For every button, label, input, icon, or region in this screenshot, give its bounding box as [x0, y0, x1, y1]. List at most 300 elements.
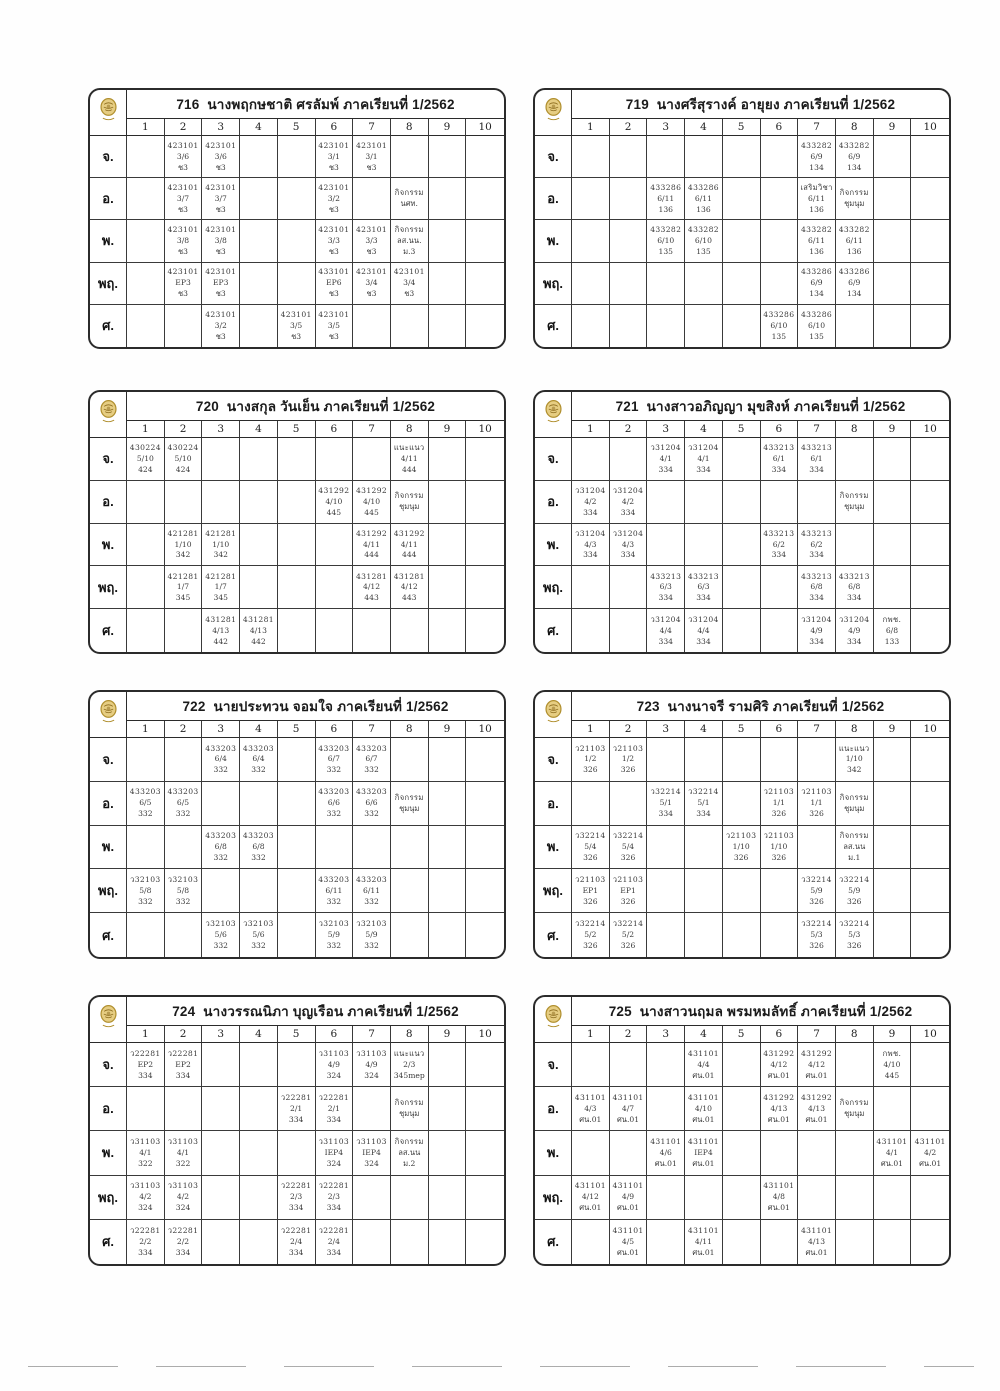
schedule-cell [874, 136, 912, 178]
cell-class: 3/4 [403, 278, 416, 288]
schedule-cell [836, 263, 874, 305]
schedule-cell [353, 609, 391, 652]
schedule-cell [316, 136, 354, 178]
schedule-cell [685, 220, 723, 262]
cell-course-code: ว31103 [356, 1048, 387, 1058]
cell-course-code: 433213 [800, 528, 833, 538]
schedule-cell [798, 782, 836, 826]
column-number: 9 [429, 721, 467, 738]
cell-course-code: 431101 [687, 1226, 719, 1236]
cell-class: 4/2 [584, 496, 597, 506]
schedule-cell [240, 220, 278, 262]
cell-room: 134 [809, 289, 824, 299]
schedule-cell [723, 566, 761, 609]
cell-class: 6/5 [176, 798, 190, 808]
schedule-cell [572, 869, 610, 913]
schedule-cell [127, 869, 165, 913]
column-number: 6 [316, 1026, 354, 1043]
schedule-cell [429, 178, 467, 220]
column-number: 2 [610, 421, 648, 438]
cell-class: 4/1 [659, 453, 672, 463]
cell-room: ช3 [328, 289, 339, 299]
schedule-cell [723, 136, 761, 178]
schedule-cell [202, 438, 240, 481]
schedule-cell [911, 524, 949, 567]
schedule-cell [911, 220, 949, 262]
cell-course-code: 431292 [800, 1093, 833, 1102]
cell-course-code: ว31204 [650, 443, 681, 453]
cell-class: 5/6 [252, 930, 265, 940]
cell-course-code: ว32214 [612, 831, 644, 841]
cell-room: ช3 [366, 162, 377, 172]
schedule-cell [572, 481, 610, 524]
schedule-cell [798, 1176, 836, 1220]
cell-course-code: 431101 [687, 1048, 719, 1058]
cell-room: 326 [583, 852, 598, 862]
cell-course-code: แนะแนว [393, 1048, 425, 1058]
column-number: 10 [911, 421, 949, 438]
cell-class: 6/8 [810, 582, 823, 592]
schedule-cell [466, 305, 504, 347]
schedule-cell [278, 782, 316, 826]
cell-room: 334 [288, 1114, 304, 1124]
column-number: 7 [353, 721, 391, 738]
schedule-cell [429, 220, 467, 262]
schedule-cell [353, 782, 391, 826]
schedule-cell [429, 913, 467, 957]
schedule-cell [685, 738, 723, 782]
day-label: อ. [90, 481, 127, 524]
cell-room: 334 [175, 1247, 191, 1257]
cell-room: 334 [696, 464, 711, 474]
schedule-cell [836, 136, 874, 178]
cell-class: 3/7 [176, 193, 190, 203]
cell-course-code: ว31204 [612, 528, 644, 538]
schedule-cell [836, 1176, 874, 1220]
schedule-cell [647, 481, 685, 524]
cell-class: 2/3 [403, 1059, 416, 1069]
cell-class: 2/1 [327, 1103, 340, 1113]
schedule-cell [429, 782, 467, 826]
cell-room: ศน.01 [919, 1158, 942, 1168]
schedule-cell [466, 524, 504, 567]
cell-class: 4/5 [621, 1236, 635, 1246]
cell-room: 334 [326, 1203, 342, 1213]
day-label: จ. [535, 1043, 572, 1087]
schedule-cell [127, 524, 165, 567]
cell-class: 3/1 [365, 151, 378, 161]
schedule-cell [127, 1220, 165, 1264]
schedule-cell [685, 782, 723, 826]
cell-room: ช3 [215, 289, 226, 299]
schedule-cell [127, 1131, 165, 1175]
cell-class: 6/2 [810, 539, 823, 549]
schedule-cell [911, 438, 949, 481]
cell-class: 5/9 [848, 885, 861, 895]
cell-class: 5/8 [139, 885, 152, 895]
schedule-cell [353, 566, 391, 609]
schedule-cell [874, 782, 912, 826]
cell-course-code: 431292 [318, 485, 350, 495]
column-number: 3 [647, 721, 685, 738]
schedule-cell [127, 1176, 165, 1220]
cell-room: 334 [658, 809, 673, 819]
schedule-cell [391, 1220, 429, 1264]
cell-course-code: ว31103 [356, 1137, 387, 1147]
schedule-cell [761, 782, 799, 826]
column-number: 5 [723, 119, 761, 136]
schedule-cell [429, 305, 467, 347]
cell-room: 334 [288, 1203, 304, 1213]
schedule-cell [911, 136, 949, 178]
schedule-cell [685, 566, 723, 609]
cell-course-code: กิจกรรม [394, 1098, 424, 1108]
schedule-cell [429, 263, 467, 305]
cell-class: 3/8 [176, 236, 190, 246]
cell-course-code: 421281 [167, 571, 199, 581]
schedule-cell [202, 481, 240, 524]
schedule-cell [391, 609, 429, 652]
cell-class: 4/2 [924, 1148, 937, 1158]
cell-class: 4/2 [621, 496, 635, 506]
day-label: จ. [535, 136, 572, 178]
school-crest-icon [98, 399, 119, 430]
day-label: พ. [535, 524, 572, 567]
schedule-cell [353, 524, 391, 567]
cell-class: 3/7 [214, 193, 227, 203]
schedule-cell [647, 1131, 685, 1175]
column-number: 10 [466, 1026, 504, 1043]
schedule-table-722 [88, 690, 506, 959]
schedule-cell [761, 136, 799, 178]
cell-room: 334 [658, 593, 673, 603]
cell-course-code: ว32214 [575, 919, 606, 929]
cell-room: 134 [809, 162, 824, 172]
schedule-cell [127, 178, 165, 220]
cell-class: 6/11 [845, 236, 863, 246]
cell-course-code: 431281 [205, 614, 237, 624]
cell-course-code: ว22281 [318, 1093, 350, 1102]
cell-class: 3/2 [214, 320, 227, 330]
day-label: ศ. [535, 305, 572, 347]
cell-course-code: 423101 [205, 225, 237, 235]
schedule-cell [353, 1176, 391, 1220]
schedule-cell [316, 178, 354, 220]
cell-course-code: ว32103 [318, 919, 350, 929]
day-label: อ. [90, 178, 127, 220]
cell-course-code: 433203 [355, 743, 388, 753]
cell-class: 4/2 [176, 1192, 190, 1202]
cell-course-code: 423101 [280, 310, 312, 320]
schedule-table-725 [533, 995, 951, 1266]
cell-room: 442 [213, 636, 228, 646]
cell-class: 1/10 [174, 539, 192, 549]
schedule-cell [165, 913, 203, 957]
schedule-cell [466, 913, 504, 957]
schedule-cell [165, 1087, 203, 1131]
column-number: 8 [836, 421, 874, 438]
cell-class: 4/13 [249, 625, 267, 635]
schedule-cell [685, 1087, 723, 1131]
cell-class: 3/3 [327, 236, 340, 246]
schedule-cell [316, 913, 354, 957]
table-title: 723 นางนาจรี รามศิริ ภาคเรียนที่ 1/2562 [572, 692, 949, 721]
cell-room: 326 [809, 809, 824, 819]
cell-room: ช3 [178, 204, 189, 214]
schedule-cell [911, 263, 949, 305]
column-number: 1 [127, 1026, 165, 1043]
cell-class: 4/13 [808, 1236, 826, 1246]
schedule-cell [353, 178, 391, 220]
schedule-cell [610, 566, 648, 609]
cell-class: 3/4 [365, 278, 378, 288]
schedule-cell [685, 1220, 723, 1264]
cell-class: 4/9 [621, 1192, 635, 1202]
schedule-cell [610, 869, 648, 913]
cell-class: 3/8 [214, 236, 227, 246]
cell-course-code: 431101 [876, 1137, 908, 1147]
cell-course-code: กิจกรรม [839, 1098, 869, 1108]
cell-course-code: 431292 [393, 528, 425, 538]
cell-course-code: กิจกรรม [394, 491, 424, 501]
day-label: ศ. [535, 1220, 572, 1264]
cell-class: 4/3 [584, 1103, 597, 1113]
schedule-cell [127, 782, 165, 826]
column-number: 9 [874, 119, 912, 136]
schedule-cell [127, 305, 165, 347]
schedule-cell [761, 1043, 799, 1087]
schedule-cell [127, 136, 165, 178]
column-number: 6 [316, 721, 354, 738]
cell-course-code: ว22281 [280, 1226, 312, 1236]
schedule-cell [874, 566, 912, 609]
cell-class: 1/1 [810, 798, 823, 808]
schedule-cell [391, 1043, 429, 1087]
cell-room: 324 [364, 1070, 379, 1080]
schedule-cell [610, 1131, 648, 1175]
cell-class: 5/10 [136, 453, 154, 463]
cell-course-code: 423101 [318, 310, 350, 320]
cell-course-code: 433203 [242, 831, 274, 841]
cell-room: 342 [175, 550, 191, 560]
cell-room: 324 [326, 1158, 342, 1168]
schedule-cell [874, 609, 912, 652]
cell-class: 6/10 [770, 320, 788, 330]
cell-room: ช3 [328, 204, 339, 214]
cell-class: 6/8 [214, 842, 227, 852]
schedule-cell [127, 438, 165, 481]
schedule-cell [278, 1087, 316, 1131]
schedule-cell [572, 566, 610, 609]
schedule-cell [466, 1043, 504, 1087]
day-label: พ. [90, 524, 127, 567]
cell-class: 4/7 [621, 1103, 635, 1113]
schedule-cell [685, 869, 723, 913]
cell-class: 4/3 [584, 539, 597, 549]
cell-course-code: ว32103 [205, 919, 236, 929]
day-label: อ. [90, 1087, 127, 1131]
schedule-cell [572, 524, 610, 567]
schedule-cell [761, 869, 799, 913]
cell-class: 6/1 [772, 453, 785, 463]
cell-class: 6/11 [808, 193, 826, 203]
schedule-cell [353, 1087, 391, 1131]
cell-course-code: 433203 [205, 831, 237, 841]
schedule-cell [278, 738, 316, 782]
schedule-cell [165, 481, 203, 524]
school-crest-icon [543, 1004, 564, 1035]
schedule-cell [911, 1087, 949, 1131]
cell-course-code: 433203 [205, 743, 237, 753]
schedule-cell [353, 481, 391, 524]
schedule-cell [685, 136, 723, 178]
cell-course-code: ว21103 [575, 743, 606, 753]
cell-room: 334 [809, 464, 824, 474]
schedule-cell [911, 869, 949, 913]
schedule-cell [685, 609, 723, 652]
cell-class: 5/9 [327, 930, 340, 940]
schedule-cell [429, 481, 467, 524]
schedule-cell [316, 263, 354, 305]
cell-room: 334 [658, 636, 673, 646]
cell-course-code: ว31204 [575, 485, 606, 495]
cell-room: ม.1 [848, 852, 861, 862]
cell-room: ช3 [291, 331, 302, 341]
cell-class: 6/11 [363, 885, 381, 895]
cell-course-code: 433282 [838, 140, 870, 150]
schedule-cell [391, 566, 429, 609]
column-number: 6 [761, 119, 799, 136]
cell-course-code: 423101 [205, 267, 237, 277]
schedule-cell [278, 220, 316, 262]
cell-class: 2/3 [290, 1192, 303, 1202]
day-label: ศ. [90, 913, 127, 957]
school-crest-icon [543, 399, 564, 430]
cell-room: 326 [809, 941, 824, 951]
schedule-cell [202, 178, 240, 220]
cell-class: 6/10 [808, 320, 826, 330]
cell-class: 2/4 [327, 1236, 340, 1246]
schedule-cell [911, 1043, 949, 1087]
cell-class: 1/7 [214, 582, 227, 592]
schedule-cell [316, 566, 354, 609]
cell-class: 5/4 [621, 842, 635, 852]
schedule-cell [353, 136, 391, 178]
cell-course-code: ว32214 [575, 831, 606, 841]
column-number: 8 [836, 1026, 874, 1043]
cell-room: 326 [846, 896, 862, 906]
schedule-cell [874, 438, 912, 481]
day-label: พ. [535, 220, 572, 262]
cell-room: 134 [846, 162, 862, 172]
schedule-cell [723, 913, 761, 957]
cell-room: ช3 [328, 331, 339, 341]
cell-room: 322 [138, 1158, 153, 1168]
cell-class: 1/1 [772, 798, 785, 808]
cell-class: 6/10 [657, 236, 675, 246]
school-crest-icon [98, 699, 119, 730]
cell-course-code: 430224 [167, 443, 199, 453]
cell-course-code: 433282 [687, 225, 719, 235]
cell-course-code: 433203 [318, 875, 350, 884]
schedule-cell [316, 782, 354, 826]
schedule-cell [202, 524, 240, 567]
schedule-cell [836, 913, 874, 957]
cell-course-code: 433101 [318, 267, 350, 277]
cell-room: 332 [175, 809, 191, 819]
schedule-cell [685, 826, 723, 870]
cell-room: 334 [620, 507, 636, 517]
schedule-cell [572, 738, 610, 782]
cell-class: 1/7 [176, 582, 190, 592]
schedule-cell [610, 220, 648, 262]
schedule-cell [761, 1131, 799, 1175]
schedule-cell [466, 438, 504, 481]
schedule-cell [127, 263, 165, 305]
scan-artifact-line [28, 1366, 974, 1367]
cell-room: 326 [620, 852, 636, 862]
cell-course-code: 431292 [763, 1093, 795, 1102]
schedule-cell [278, 524, 316, 567]
schedule-cell [836, 1043, 874, 1087]
cell-course-code: ว32214 [688, 787, 719, 797]
cell-course-code: 423101 [167, 140, 199, 150]
cell-course-code: 433286 [650, 183, 682, 192]
cell-class: EP3 [175, 278, 191, 288]
cell-class: ชุมนุม [844, 199, 865, 209]
cell-class: 4/12 [770, 1059, 788, 1069]
cell-course-code: ว32103 [130, 875, 161, 884]
cell-class: EP3 [213, 278, 229, 288]
cell-class: 4/11 [694, 1236, 712, 1246]
schedule-cell [647, 913, 685, 957]
schedule-cell [466, 609, 504, 652]
cell-course-code: 431101 [574, 1181, 606, 1191]
day-label: อ. [535, 178, 572, 220]
cell-room: 334 [771, 550, 787, 560]
schedule-cell [836, 566, 874, 609]
cell-room: 334 [658, 464, 673, 474]
day-label: พฤ. [535, 869, 572, 913]
crest-cell [90, 997, 127, 1043]
cell-room: 326 [583, 896, 598, 906]
cell-course-code: 433213 [763, 443, 795, 453]
cell-room: 324 [326, 1070, 342, 1080]
column-number: 8 [391, 721, 429, 738]
column-number: 2 [610, 119, 648, 136]
schedule-cell [647, 136, 685, 178]
schedule-cell [278, 1043, 316, 1087]
schedule-cell [798, 524, 836, 567]
column-number: 5 [723, 721, 761, 738]
cell-course-code: 423101 [167, 183, 199, 192]
schedule-cell [127, 1087, 165, 1131]
schedule-cell [466, 1087, 504, 1131]
column-number: 9 [874, 721, 912, 738]
cell-course-code: 423101 [318, 140, 350, 150]
schedule-cell [165, 566, 203, 609]
schedule-cell [278, 305, 316, 347]
day-label: พฤ. [90, 869, 127, 913]
column-number: 9 [429, 119, 467, 136]
column-number: 4 [240, 1026, 278, 1043]
cell-class: EP1 [582, 885, 599, 895]
column-number: 6 [316, 119, 354, 136]
cell-course-code: 433203 [355, 787, 388, 797]
schedule-cell [202, 136, 240, 178]
day-label: จ. [535, 738, 572, 782]
column-number: 7 [353, 119, 391, 136]
